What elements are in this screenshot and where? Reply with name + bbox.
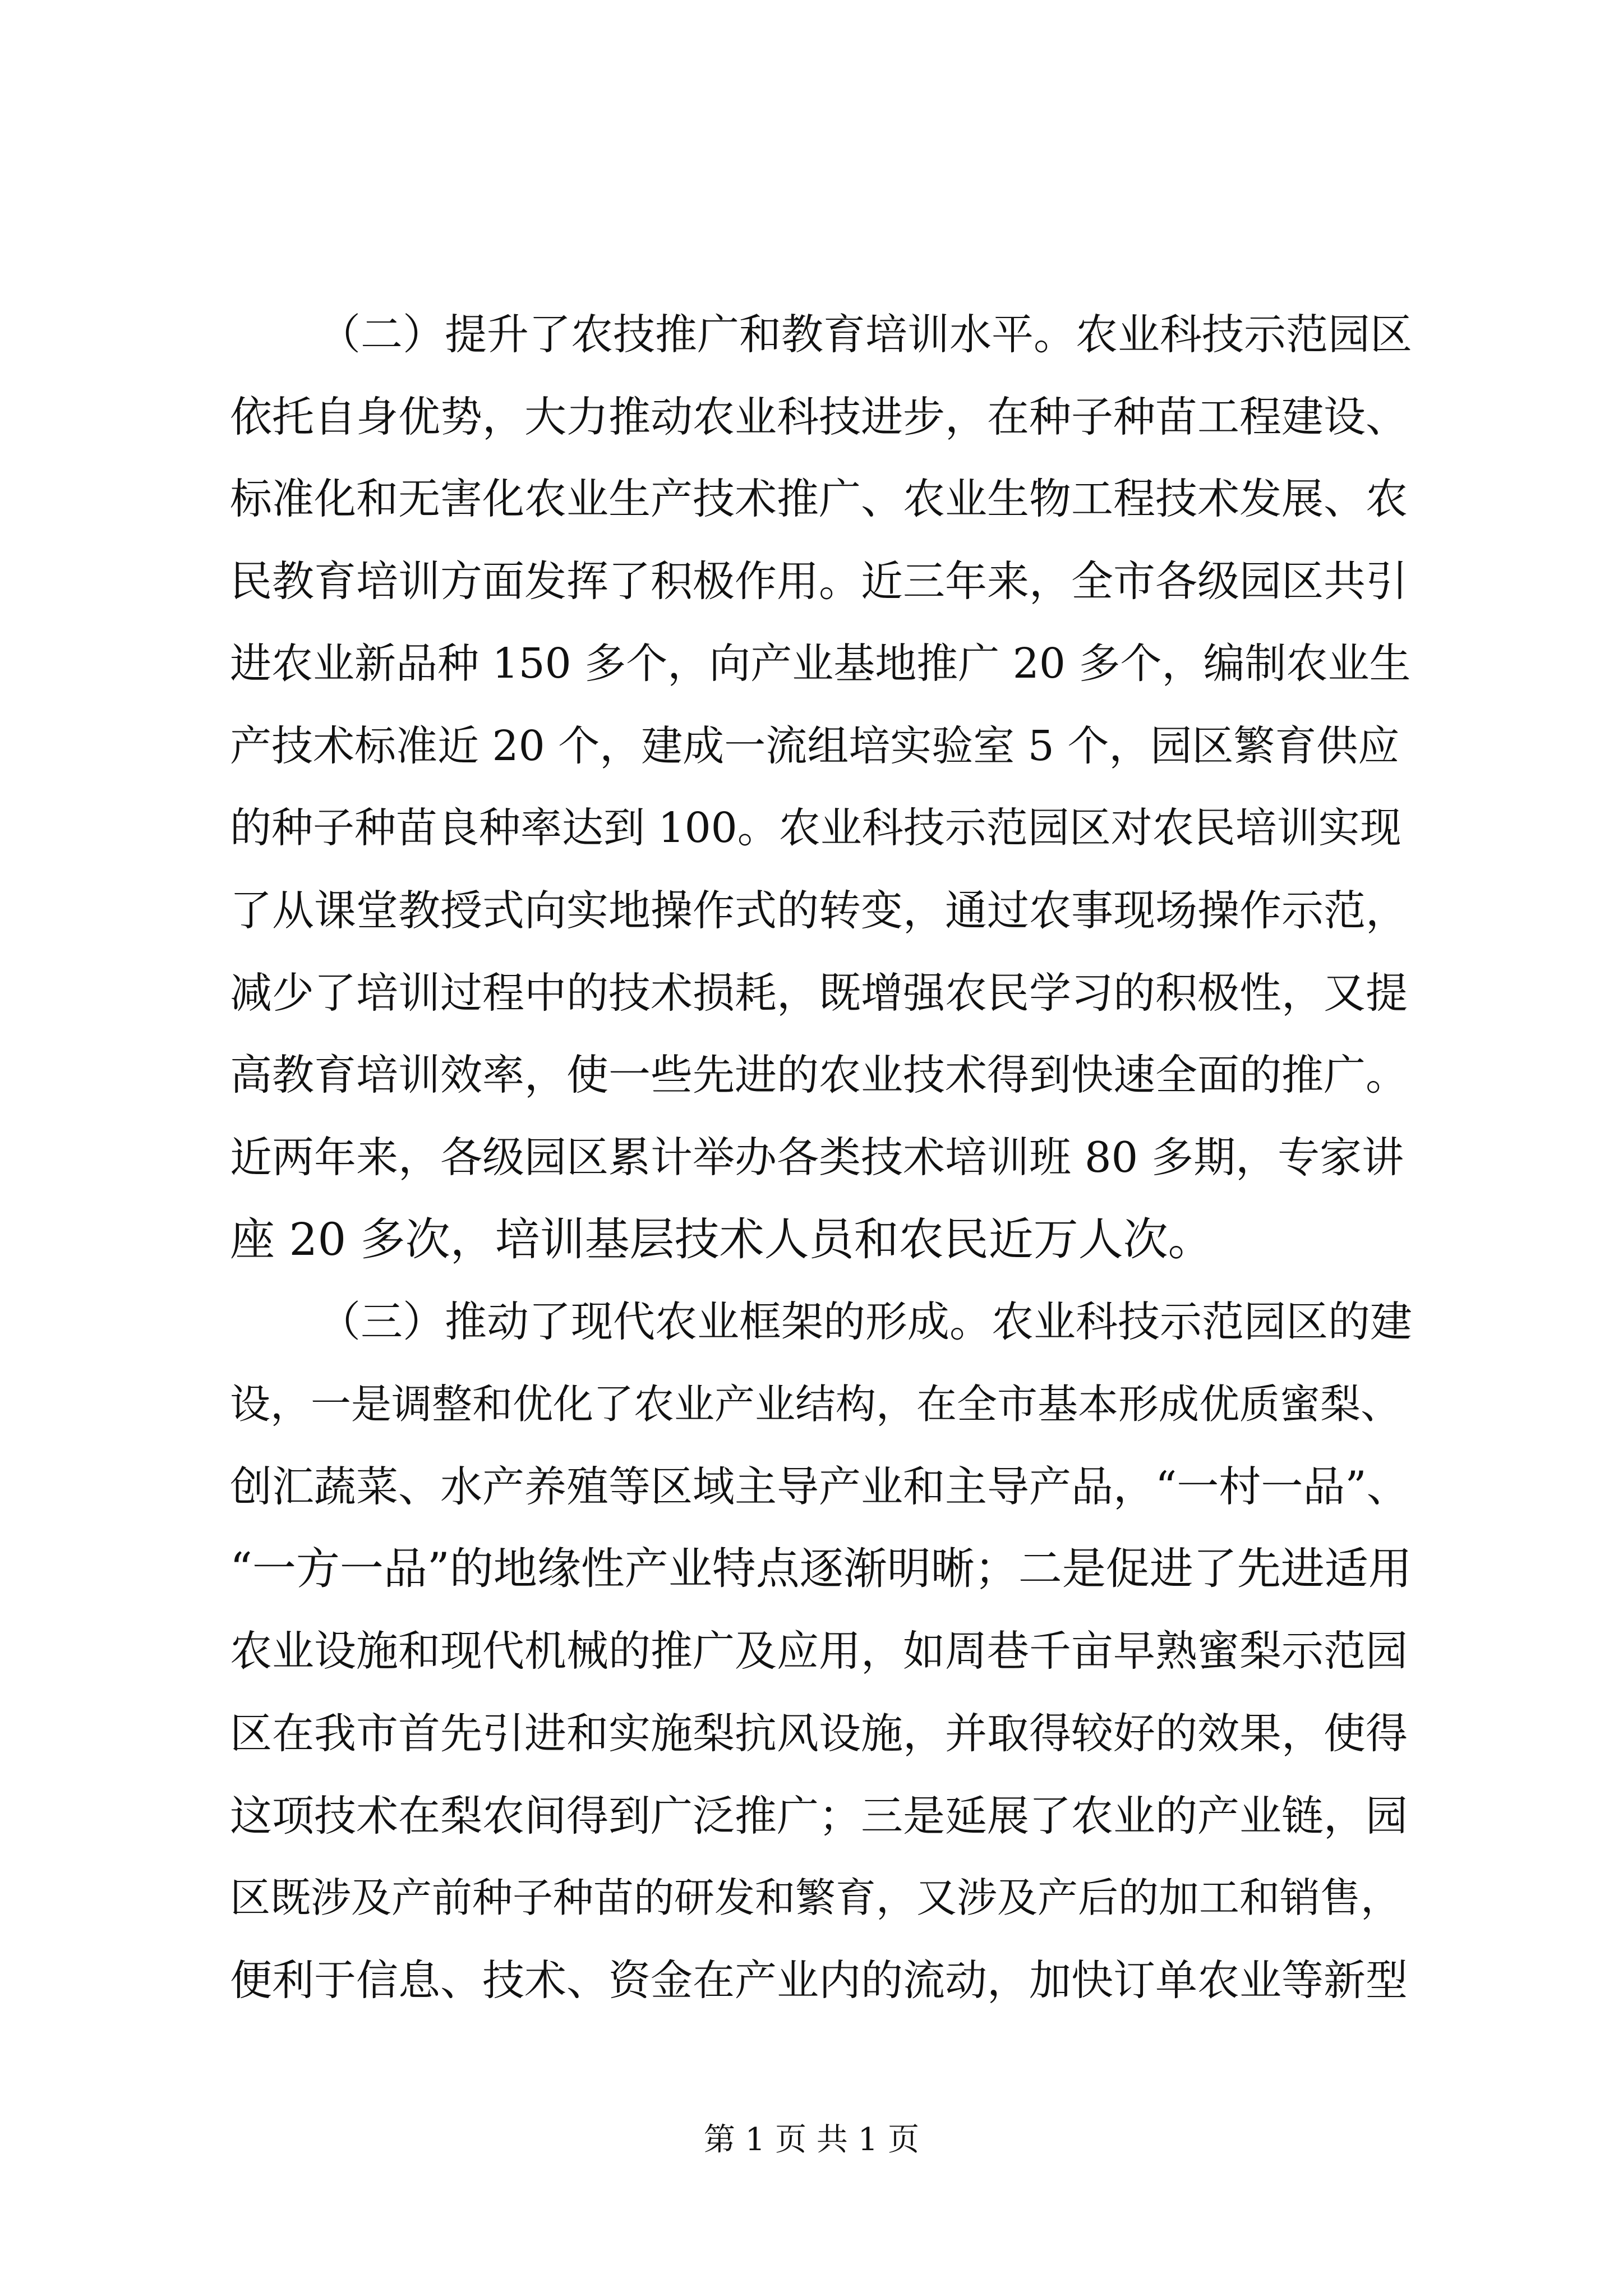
paragraph-2-line-7: 这项技术在梨农间得到广泛推广；三是延展了农业的产业链，园 — [230, 1791, 1408, 1841]
paragraph-1-line-12: 座 20 多次，培训基层技术人员和农民近万人次。 — [230, 1213, 1213, 1266]
paragraph-2-line-4: “一方一品”的地缘性产业特点逐渐明晰；二是促进了先进适用 — [230, 1544, 1412, 1594]
paragraph-1-line-10: 高教育培训效率，使一些先进的农业技术得到快速全面的推广。 — [230, 1050, 1408, 1099]
paragraph-1-line-6: 产技术标准近 20 个，建成一流组培实验室 5 个，园区繁育供应 — [230, 722, 1400, 770]
page-footer: 第 1 页 共 1 页 — [703, 2122, 920, 2158]
paragraph-2-line-5: 农业设施和现代机械的推广及应用，如周巷千亩早熟蜜梨示范园 — [230, 1626, 1408, 1676]
paragraph-2-line-9: 便利于信息、技术、资金在产业内的流动，加快订单农业等新型 — [230, 1955, 1408, 2005]
paragraph-2-line-1: （三）推动了现代农业框架的形成。农业科技示范园区的建 — [319, 1297, 1413, 1346]
paragraph-2-line-3: 创汇蔬菜、水产养殖等区域主导产业和主导产品，“一村一品”、 — [230, 1462, 1409, 1511]
paragraph-1-line-5: 进农业新品种 150 多个，向产业基地推广 20 多个，编制农业生 — [230, 639, 1411, 688]
paragraph-1-line-7: 的种子种苗良种率达到 100。农业科技示范园区对农民培训实现 — [230, 804, 1401, 852]
paragraph-1-line-4: 民教育培训方面发挥了积极作用。近三年来，全市各级园区共引 — [230, 556, 1408, 606]
paragraph-1-line-11: 近两年来，各级园区累计举办各类技术培训班 80 多期，专家讲 — [230, 1133, 1404, 1182]
paragraph-1-line-3: 标准化和无害化农业生产技术推广、农业生物工程技术发展、农 — [230, 474, 1408, 523]
paragraph-2-line-2: 设，一是调整和优化了农业产业结构，在全市基本形成优质蜜梨、 — [230, 1381, 1401, 1428]
paragraph-2-line-6: 区在我市首先引进和实施梨抗风设施，并取得较好的效果，使得 — [230, 1709, 1408, 1758]
paragraph-1-line-1: （二）提升了农技推广和教育培训水平。农业科技示范园区 — [319, 310, 1413, 359]
paragraph-1-line-9: 减少了培训过程中的技术损耗，既增强农民学习的积极性，又提 — [230, 968, 1408, 1018]
paragraph-2-line-8: 区既涉及产前种子种苗的研发和繁育，又涉及产后的加工和销售， — [230, 1874, 1401, 1921]
paragraph-1-line-2: 依托自身优势，大力推动农业科技进步，在种子种苗工程建设、 — [230, 392, 1408, 441]
paragraph-1-line-8: 了从课堂教授式向实地操作式的转变，通过农事现场操作示范， — [230, 886, 1408, 935]
